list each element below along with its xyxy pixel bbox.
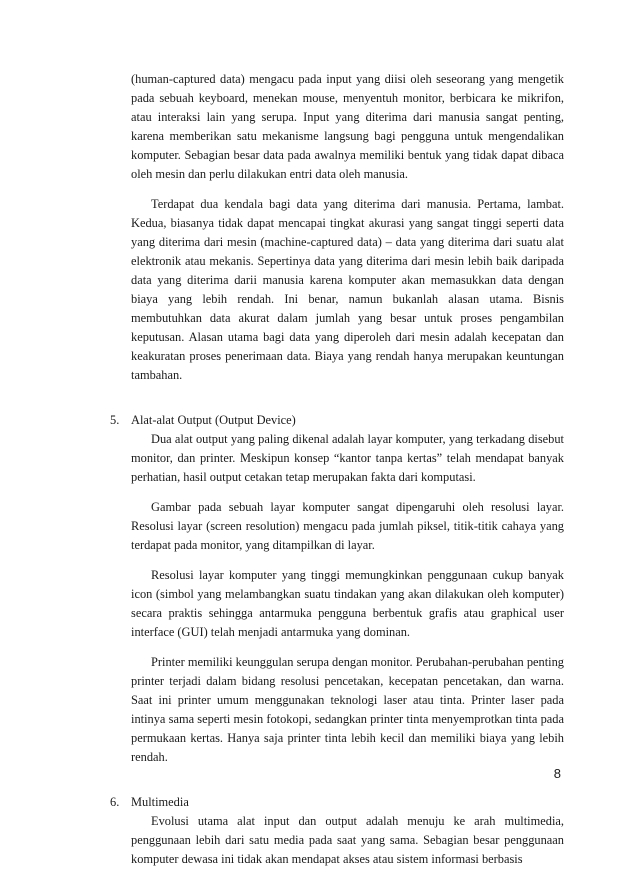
page-number: 8 <box>553 766 561 781</box>
section-5-heading <box>110 411 564 430</box>
section-5-paragraph-3: Resolusi layar komputer yang tinggi memungkinkan penggunaan cukup banyak icon (simbol yang melambangkan suatu tindakan yang akan dilakukan oleh komputer) secara praktis sehingga antarmuka pengguna berbentuk grafis atau graphical user interface (GUI) telah menjadi antarmuka yang dominan. <box>131 568 564 639</box>
section-5-body <box>110 430 564 767</box>
section-6-body <box>110 812 564 869</box>
section-5-title: Alat-alat Output (Output Device) <box>131 413 296 427</box>
page-content <box>110 70 564 869</box>
section-6 <box>110 793 564 869</box>
section-5-paragraph-1: Dua alat output yang paling dikenal adalah layar komputer, yang terkadang disebut monitor, dan printer. Meskipun konsep “kantor tanpa kertas” telah mendapat banyak perhatian, hasil output cetakan tetap merupakan fakta dari komputasi. <box>131 432 564 484</box>
section-5-paragraph-2: Gambar pada sebuah layar komputer sangat dipengaruhi oleh resolusi layar. Resolusi layar (screen resolution) mengacu pada jumlah piksel, titik-titik cahaya yang terdapat pada monitor, yang ditampilkan di layar. <box>131 500 564 552</box>
section-6-heading <box>110 793 564 812</box>
section-6-title: Multimedia <box>131 795 189 809</box>
continuation-paragraph-2: Terdapat dua kendala bagi data yang diterima dari manusia. Pertama, lambat. Kedua, biasanya tidak dapat mencapai tingkat akurasi yang sangat tinggi seperti data yang diterima dari mesin (machine-captured data) – data yang diterima dari suatu alat elektronik atau mekanis. Sepertinya data yang diterima dari mesin lebih baik daripada data yang diterima darii manusia karena komputer akan memasukkan data dengan biaya yang lebih rendah. Ini benar, namun bukanlah alasan utama. Bisnis membutuhkan data akurat dalam jumlah yang besar untuk proses pengambilan keputusan. Alasan utama bagi data yang diperoleh dari mesin adalah kecepatan dan keakuratan proses penerimaan data. Biaya yang rendah hanya merupakan keuntungan tambahan. <box>131 197 564 382</box>
section-5 <box>110 411 564 767</box>
section-6-paragraph-1: Evolusi utama alat input dan output adalah menuju ke arah multimedia, penggunaan lebih dari satu media pada saat yang sama. Sebagian besar penggunaan komputer dewasa ini tidak akan mendapat akses atau sistem informasi berbasis <box>131 814 564 866</box>
section-5-paragraph-4: Printer memiliki keunggulan serupa dengan monitor. Perubahan-perubahan penting printer terjadi dalam bidang resolusi pencetakan, kecepatan pencetakan, dan warna. Saat ini printer umum menggunakan teknologi laser atau tinta. Printer laser pada intinya sama seperti mesin fotokopi, sedangkan printer tinta menyemprotkan tinta pada permukaan kertas. Hanya saja printer tinta lebih kecil dan memiliki biaya yang lebih rendah. <box>131 655 564 764</box>
continuation-block <box>110 70 564 385</box>
continuation-paragraph-1: (human-captured data) mengacu pada input yang diisi oleh seseorang yang mengetik pada sebuah keyboard, menekan mouse, menyentuh monitor, berbicara ke mikrifon, atau interaksi lain yang serupa. Input yang diterima dari manusia sangat penting, karena memberikan satu mekanisme langsung bagi pengguna untuk mengendalikan komputer. Sebagian besar data pada awalnya memiliki bentuk yang tidak dapat dibaca oleh mesin dan perlu dilakukan entri data oleh manusia. <box>131 72 564 181</box>
section-6-number: 6. <box>110 795 120 809</box>
section-5-number: 5. <box>110 413 120 427</box>
